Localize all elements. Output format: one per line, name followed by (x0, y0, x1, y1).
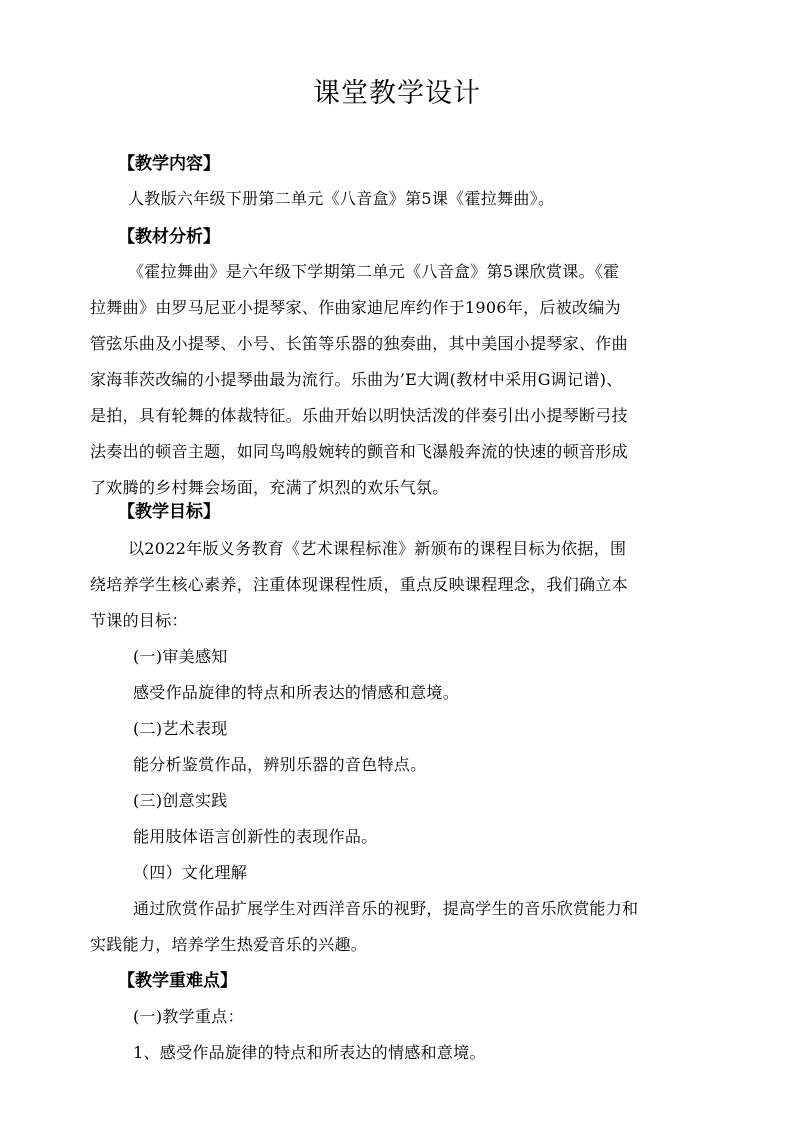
goal-label-creativity: (三)创意实践 (133, 791, 228, 810)
goal-text-culture: 实践能力，培养学生热爱音乐的兴趣。 (90, 935, 368, 954)
section-heading-goals: 【教学目标】 (118, 502, 220, 522)
goals-line: 以2022年版义务教育《艺术课程标准》新颁布的课程目标为依据，围 (128, 539, 627, 558)
goal-text-aesthetic: 感受作品旋律的特点和所表达的情感和意境。 (133, 683, 460, 702)
analysis-line: 拉舞曲》由罗马尼亚小提琴家、作曲家迪尼库约作于1906年，后被改编为 (90, 298, 621, 317)
goal-label-expression: (二)艺术表现 (133, 719, 228, 738)
goals-line: 绕培养学生核心素养，注重体现课程性质，重点反映课程理念，我们确立本 (90, 575, 628, 594)
content-line: 人教版六年级下册第二单元《八音盒》第5课《霍拉舞曲》。 (128, 189, 555, 208)
section-heading-content: 【教学内容】 (118, 154, 220, 174)
goals-line: 节课的目标： (90, 611, 188, 630)
goal-text-culture: 通过欣赏作品扩展学生对西洋音乐的视野，提高学生的音乐欣赏能力和 (133, 899, 639, 918)
goal-text-expression: 能分析鉴赏作品，辨别乐器的音色特点。 (133, 755, 427, 774)
keypoints-sub-label: (一)教学重点： (133, 1007, 244, 1026)
page-title: 课堂教学设计 (313, 78, 481, 109)
analysis-line: 是拍，具有轮舞的体裁特征。乐曲开始以明快活泼的伴奏引出小提琴断弓技 (90, 406, 628, 425)
goal-label-culture: （四）文化理解 (133, 863, 248, 882)
section-heading-analysis: 【教材分析】 (118, 227, 220, 247)
section-heading-keypoints: 【教学重难点】 (118, 971, 237, 991)
analysis-line: 了欢腾的乡村舞会场面，充满了炽烈的欢乐气氛。 (90, 478, 449, 497)
analysis-line: 法奏出的顿音主题，如同鸟鸣般婉转的颤音和飞瀑般奔流的快速的顿音形成 (90, 442, 628, 461)
goal-text-creativity: 能用肢体语言创新性的表现作品。 (133, 827, 378, 846)
analysis-line: 家海菲茨改编的小提琴曲最为流行。乐曲为’E大调(教材中采用G调记谱)、 (90, 370, 623, 389)
analysis-line: 管弦乐曲及小提琴、小号、长笛等乐器的独奏曲，其中美国小提琴家、作曲 (90, 334, 628, 353)
goal-label-aesthetic: (一)审美感知 (133, 647, 228, 666)
keypoints-line: 1、感受作品旋律的特点和所表达的情感和意境。 (133, 1043, 486, 1062)
analysis-line: 《霍拉舞曲》是六年级下学期第二单元《八音盒》第5课欣赏课。《霍 (128, 262, 620, 281)
